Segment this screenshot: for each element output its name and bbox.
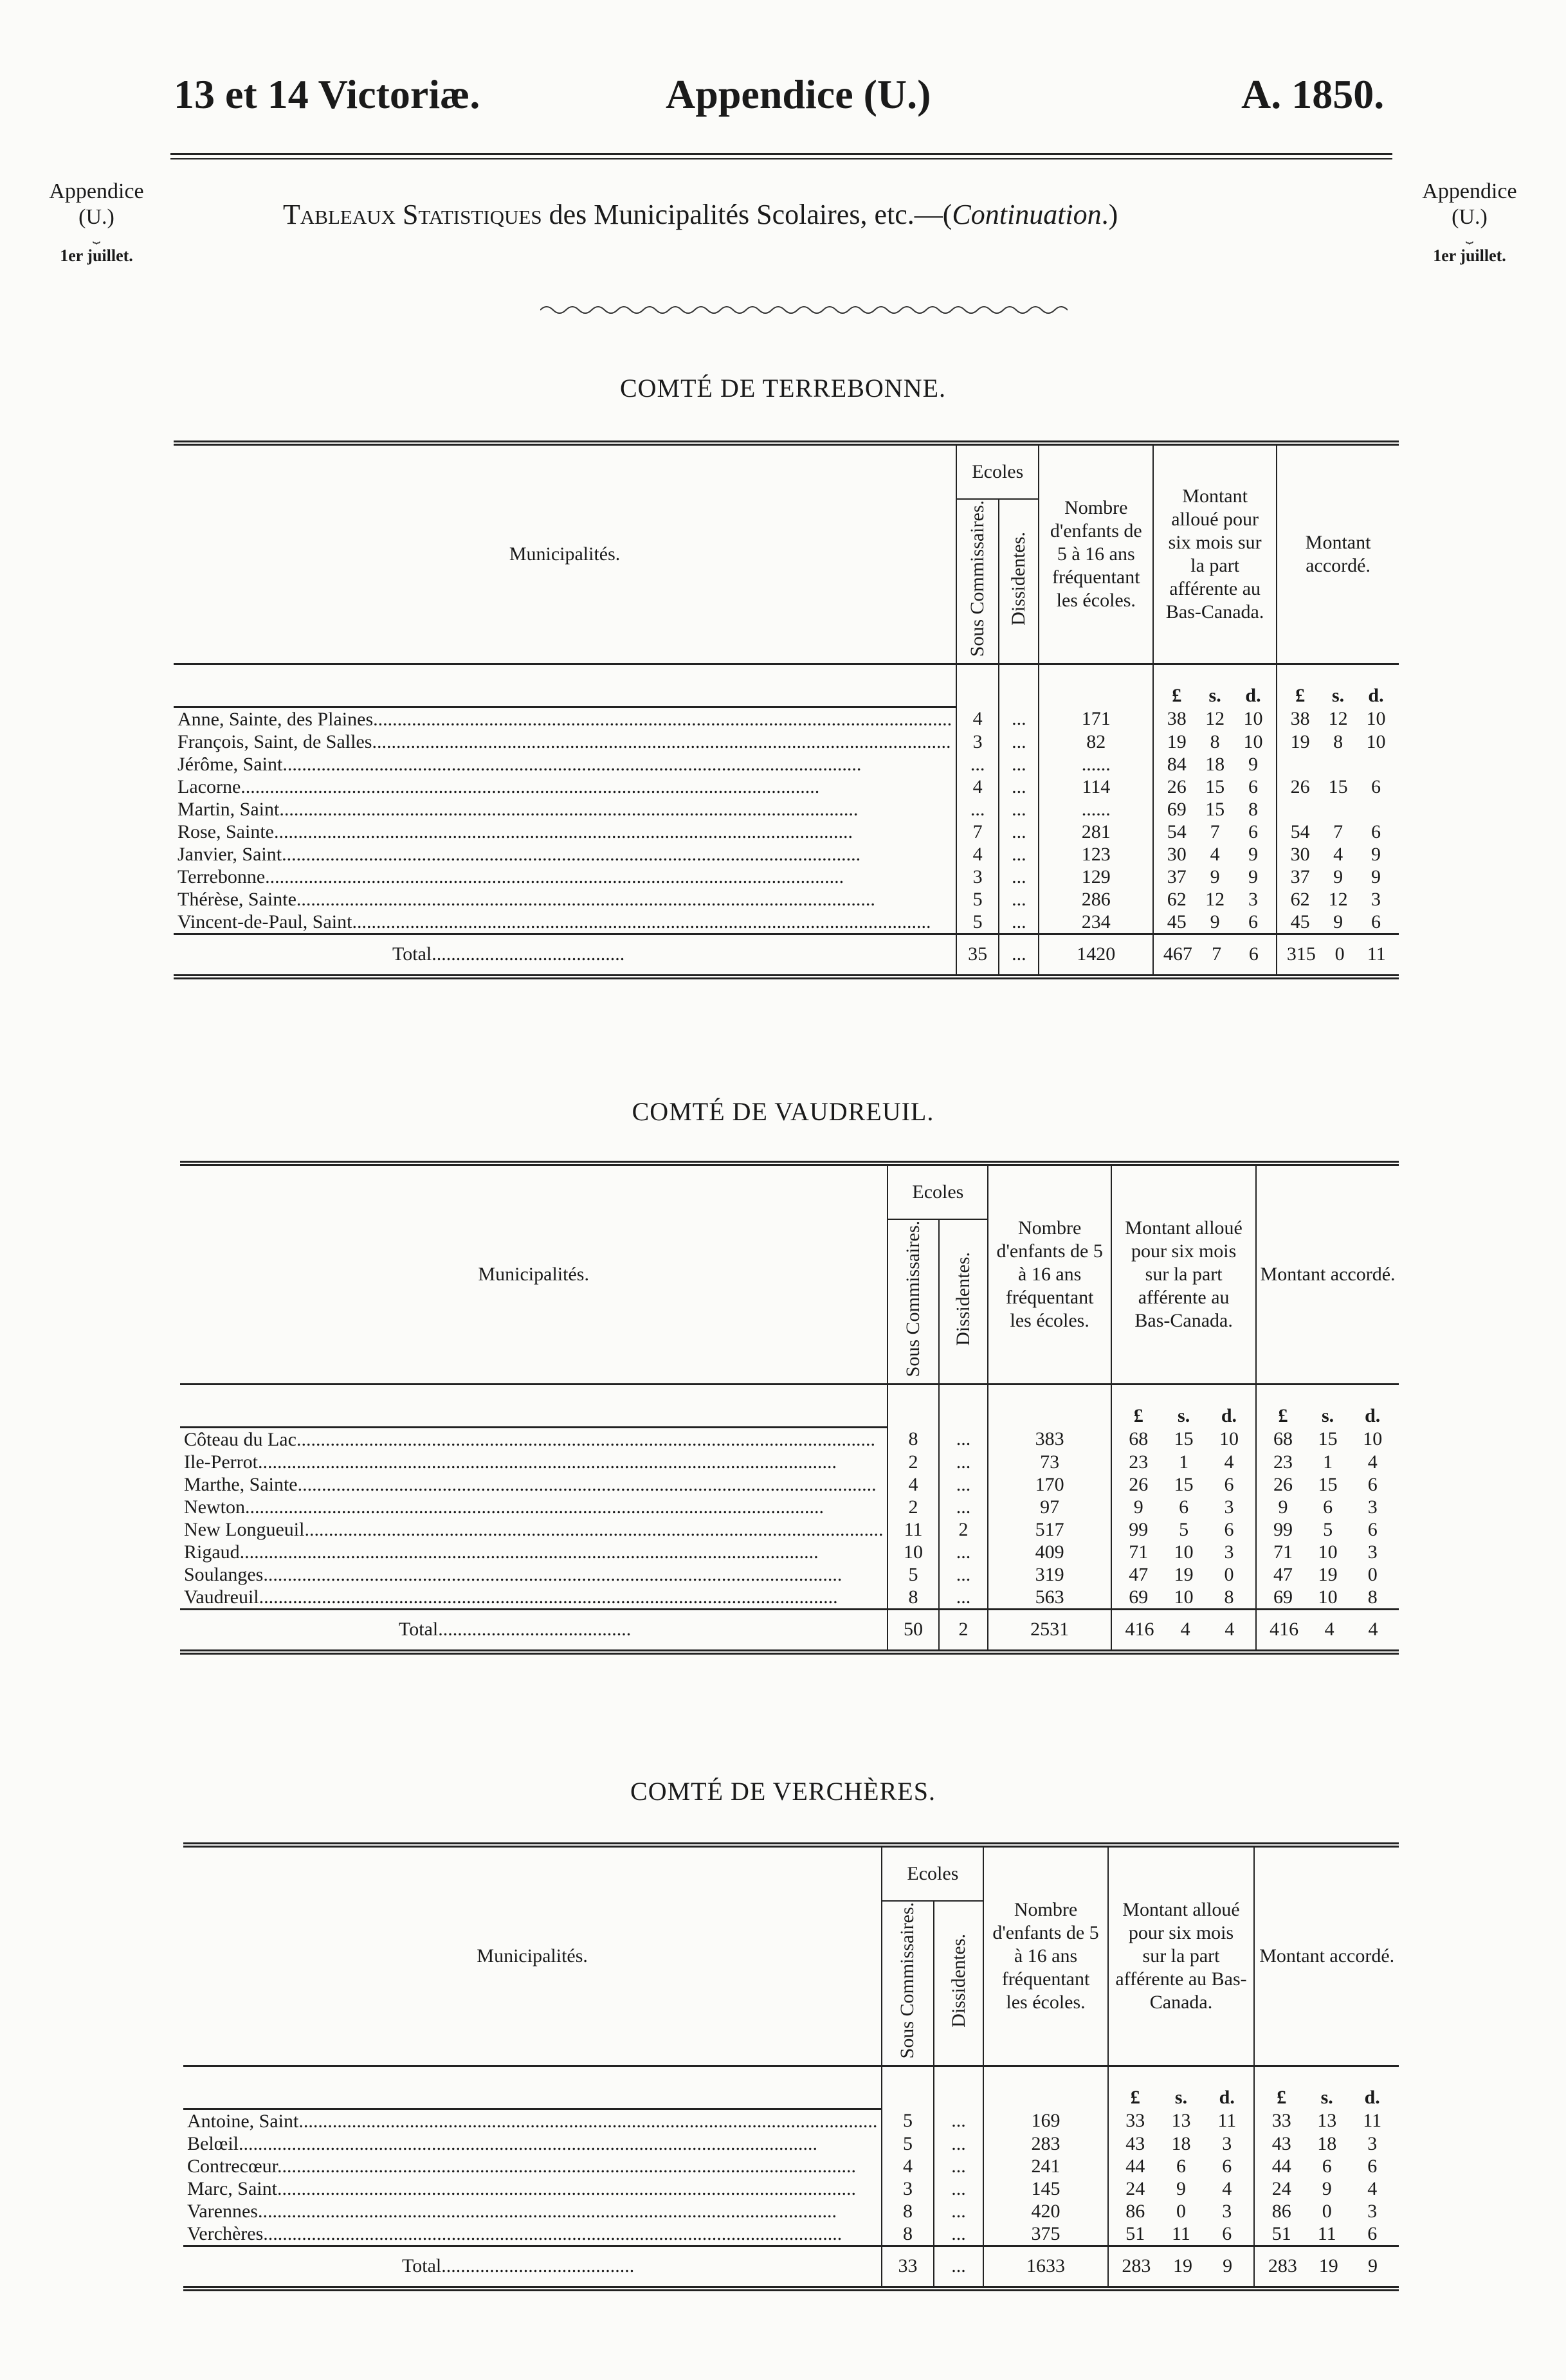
- unit-row-alloue: [1111, 1385, 1256, 1428]
- dissidentes-value: ...: [939, 1496, 988, 1518]
- table-row: [174, 731, 1399, 753]
- table-row: [174, 707, 1399, 731]
- table-row: [174, 821, 1399, 843]
- table-row: [174, 888, 1399, 911]
- municipality-name: Anne, Sainte, des Plaines........................................................................................................................: [178, 708, 952, 730]
- margin-appendix: Appendice: [1422, 179, 1517, 203]
- county-title-terrebonne: COMTÉ DE TERREBONNE.: [619, 374, 947, 403]
- sous-commissaires-value: 5: [956, 911, 999, 934]
- montant-alloue-value: 84 18 9: [1153, 753, 1277, 776]
- dissidentes-value: ...: [939, 1473, 988, 1496]
- municipality-name: Soulanges........................................................................................................................: [184, 1563, 842, 1585]
- sous-commissaires-value: 4: [888, 1473, 938, 1496]
- municipality-name: Newton........................................................................................................................: [184, 1496, 824, 1518]
- col-header-municipalites: Municipalités.: [180, 1163, 888, 1385]
- col-header-montant-alloue: Montant alloué pour six mois sur la part afférente au Bas-Canada.: [1108, 1845, 1255, 2066]
- montant-accorde-value: [1277, 798, 1399, 821]
- montant-alloue-value: 37 9 9: [1153, 866, 1277, 888]
- sous-commissaires-value: ...: [956, 753, 999, 776]
- pence-label: d.: [1219, 2087, 1235, 2109]
- col-header-montant-accorde: Montant accordé.: [1256, 1163, 1399, 1385]
- table-row: [174, 798, 1399, 821]
- total-montant-alloue: 467 7 6: [1153, 934, 1277, 977]
- montant-alloue-value: 43 18 3: [1108, 2132, 1255, 2155]
- enfants-value: 375: [983, 2222, 1107, 2246]
- montant-accorde-value: 69 10 8: [1256, 1586, 1399, 1610]
- margin-date: 1er juillet.: [1433, 246, 1506, 265]
- dissidentes-value: ...: [939, 1586, 988, 1610]
- table-row: [183, 2109, 1399, 2132]
- montant-alloue-value: 26 15 6: [1111, 1473, 1256, 1496]
- table-row: [174, 753, 1399, 776]
- margin-date: 1er juillet.: [60, 246, 133, 265]
- pound-label: £: [1172, 685, 1182, 707]
- table-row: [183, 2222, 1399, 2246]
- sous-commissaires-value: 4: [956, 776, 999, 798]
- col-header-ecoles: Ecoles: [956, 443, 1039, 499]
- pence-label: d.: [1365, 1405, 1381, 1427]
- municipality-name: Lacorne........................................................................................................................: [178, 776, 820, 797]
- total-dissidentes: ...: [999, 934, 1039, 977]
- col-header-dissidentes: Dissidentes.: [934, 1901, 984, 2066]
- shilling-label: s.: [1178, 1405, 1190, 1427]
- montant-alloue-value: 33 13 11: [1108, 2109, 1255, 2132]
- enfants-value: 82: [1039, 731, 1153, 753]
- enfants-value: 383: [988, 1427, 1111, 1451]
- municipality-name: Jérôme, Saint........................................................................................................................: [178, 753, 862, 775]
- sous-commissaires-value: 2: [888, 1496, 938, 1518]
- pound-label: £: [1278, 1405, 1288, 1427]
- enfants-value: 171: [1039, 707, 1153, 731]
- total-montant-alloue: 416 4 4: [1111, 1609, 1256, 1652]
- county-title-vercheres: COMTÉ DE VERCHÈRES.: [630, 1777, 936, 1806]
- enfants-value: 286: [1039, 888, 1153, 911]
- enfants-value: 409: [988, 1541, 1111, 1563]
- sous-commissaires-value: 3: [956, 866, 999, 888]
- montant-alloue-value: 69 15 8: [1153, 798, 1277, 821]
- col-header-nombre: Nombre d'enfants de 5 à 16 ans fréquentant les écoles.: [988, 1163, 1111, 1385]
- enfants-value: 563: [988, 1586, 1111, 1610]
- table-row: [180, 1541, 1399, 1563]
- pence-label: d.: [1245, 685, 1261, 707]
- sous-commissaires-value: 3: [956, 731, 999, 753]
- enfants-value: 129: [1039, 866, 1153, 888]
- header-session: 13 et 14 Victoriæ.: [174, 71, 480, 117]
- montant-alloue-value: 45 9 6: [1153, 911, 1277, 934]
- total-label: Total........................................: [174, 934, 956, 977]
- enfants-value: 97: [988, 1496, 1111, 1518]
- title-continuation: Continuation: [952, 199, 1102, 230]
- municipality-name: Vincent-de-Paul, Saint........................................................................................................................: [178, 911, 931, 932]
- unit-row-alloue: [1108, 2066, 1255, 2109]
- title-lead: Tableaux Statistiques: [283, 199, 542, 230]
- montant-accorde-value: 51 11 6: [1254, 2222, 1399, 2246]
- enfants-value: 283: [983, 2132, 1107, 2155]
- ornament-wavy-rule: [540, 302, 1068, 318]
- montant-accorde-value: 44 6 6: [1254, 2155, 1399, 2177]
- total-row: [183, 2246, 1399, 2289]
- sous-commissaires-value: 8: [882, 2200, 933, 2222]
- pence-label: d.: [1221, 1405, 1237, 1427]
- table-row: [174, 776, 1399, 798]
- unit-row-accorde: [1256, 1385, 1399, 1428]
- col-header-dissidentes: Dissidentes.: [999, 499, 1039, 664]
- margin-letter: (U.): [1452, 205, 1488, 229]
- dissidentes-value: ...: [999, 888, 1039, 911]
- montant-alloue-value: 54 7 6: [1153, 821, 1277, 843]
- montant-alloue-value: 30 4 9: [1153, 843, 1277, 866]
- col-header-municipalites: Municipalités.: [174, 443, 956, 664]
- montant-alloue-value: 47 19 0: [1111, 1563, 1256, 1586]
- montant-accorde-value: 26 15 6: [1277, 776, 1399, 798]
- enfants-value: 319: [988, 1563, 1111, 1586]
- municipality-name: Contrecœur........................................................................................................................: [187, 2155, 856, 2177]
- col-header-montant-alloue: Montant alloué pour six mois sur la part afférente au Bas-Canada.: [1153, 443, 1277, 664]
- enfants-value: 114: [1039, 776, 1153, 798]
- enfants-value: 420: [983, 2200, 1107, 2222]
- montant-accorde-value: 68 15 10: [1256, 1427, 1399, 1451]
- title-close: .): [1101, 199, 1118, 230]
- pence-label: d.: [1364, 2087, 1380, 2109]
- montant-alloue-value: 23 1 4: [1111, 1451, 1256, 1473]
- total-enfants: 2531: [988, 1609, 1111, 1652]
- dissidentes-value: ...: [939, 1427, 988, 1451]
- shilling-label: s.: [1332, 685, 1345, 707]
- montant-accorde-value: 54 7 6: [1277, 821, 1399, 843]
- sous-commissaires-value: 2: [888, 1451, 938, 1473]
- enfants-value: 517: [988, 1518, 1111, 1541]
- dissidentes-value: ...: [999, 731, 1039, 753]
- page-title: [283, 198, 1118, 231]
- dissidentes-value: ...: [939, 1541, 988, 1563]
- dissidentes-value: ...: [999, 798, 1039, 821]
- municipality-name: François, Saint, de Salles........................................................................................................................: [178, 731, 951, 752]
- total-dissidentes: ...: [934, 2246, 984, 2289]
- municipality-name: Rigaud........................................................................................................................: [184, 1541, 819, 1563]
- total-dissidentes: 2: [939, 1609, 988, 1652]
- total-row: [180, 1609, 1399, 1652]
- col-header-sous-commissaires: Sous Commissaires.: [956, 499, 999, 664]
- montant-accorde-value: 30 4 9: [1277, 843, 1399, 866]
- total-montant-alloue: 283 19 9: [1108, 2246, 1255, 2289]
- montant-accorde-value: [1277, 753, 1399, 776]
- pound-label: £: [1277, 2087, 1287, 2109]
- municipality-name: Terrebonne........................................................................................................................: [178, 866, 844, 887]
- total-montant-accorde: 315 0 11: [1277, 934, 1399, 977]
- sous-commissaires-value: 8: [888, 1586, 938, 1610]
- montant-accorde-value: 24 9 4: [1254, 2177, 1399, 2200]
- sous-commissaires-value: 8: [882, 2222, 933, 2246]
- table-row: [174, 866, 1399, 888]
- enfants-value: ......: [1039, 798, 1153, 821]
- municipality-name: Ile-Perrot........................................................................................................................: [184, 1451, 837, 1473]
- shilling-label: s.: [1174, 2087, 1188, 2109]
- dissidentes-value: ...: [934, 2109, 984, 2132]
- montant-alloue-value: 86 0 3: [1108, 2200, 1255, 2222]
- enfants-value: 169: [983, 2109, 1107, 2132]
- dissidentes-value: ...: [999, 911, 1039, 934]
- total-montant-accorde: 283 19 9: [1254, 2246, 1399, 2289]
- col-header-nombre: Nombre d'enfants de 5 à 16 ans fréquentant les écoles.: [1039, 443, 1153, 664]
- table-row: [180, 1586, 1399, 1610]
- total-montant-accorde: 416 4 4: [1256, 1609, 1399, 1652]
- total-sous-commissaires: 33: [882, 2246, 933, 2289]
- montant-accorde-value: 71 10 3: [1256, 1541, 1399, 1563]
- sous-commissaires-value: 4: [956, 843, 999, 866]
- table-row: [174, 911, 1399, 934]
- unit-row-accorde: [1254, 2066, 1399, 2109]
- sous-commissaires-value: 11: [888, 1518, 938, 1541]
- shilling-label: s.: [1320, 2087, 1333, 2109]
- montant-accorde-value: 33 13 11: [1254, 2109, 1399, 2132]
- col-header-sous-commissaires: Sous Commissaires.: [888, 1219, 938, 1385]
- dissidentes-value: ...: [934, 2155, 984, 2177]
- dissidentes-value: ...: [999, 707, 1039, 731]
- table-row: [174, 843, 1399, 866]
- table-row: [180, 1496, 1399, 1518]
- municipality-name: Belœil........................................................................................................................: [187, 2132, 817, 2154]
- sous-commissaires-value: 5: [882, 2109, 933, 2132]
- montant-alloue-value: 24 9 4: [1108, 2177, 1255, 2200]
- montant-accorde-value: 19 8 10: [1277, 731, 1399, 753]
- table-vaudreuil: [180, 1161, 1399, 1655]
- total-sous-commissaires: 50: [888, 1609, 938, 1652]
- pound-label: £: [1130, 2087, 1140, 2109]
- dissidentes-value: ...: [939, 1563, 988, 1586]
- municipality-name: Côteau du Lac........................................................................................................................: [184, 1428, 875, 1450]
- pound-label: £: [1295, 685, 1306, 707]
- municipality-name: Thérèse, Sainte........................................................................................................................: [178, 888, 875, 910]
- sous-commissaires-value: 5: [882, 2132, 933, 2155]
- sous-commissaires-value: 8: [888, 1427, 938, 1451]
- montant-alloue-value: 26 15 6: [1153, 776, 1277, 798]
- municipality-name: Antoine, Saint........................................................................................................................: [187, 2110, 878, 2132]
- sous-commissaires-value: 3: [882, 2177, 933, 2200]
- total-sous-commissaires: 35: [956, 934, 999, 977]
- brace-icon: ⏟: [1466, 230, 1473, 244]
- enfants-value: 281: [1039, 821, 1153, 843]
- table-row: [183, 2132, 1399, 2155]
- montant-alloue-value: 51 11 6: [1108, 2222, 1255, 2246]
- sous-commissaires-value: 5: [888, 1563, 938, 1586]
- table-row: [180, 1451, 1399, 1473]
- enfants-value: 234: [1039, 911, 1153, 934]
- montant-alloue-value: 44 6 6: [1108, 2155, 1255, 2177]
- montant-accorde-value: 38 12 10: [1277, 707, 1399, 731]
- dissidentes-value: ...: [999, 821, 1039, 843]
- sous-commissaires-value: 7: [956, 821, 999, 843]
- sous-commissaires-value: 4: [882, 2155, 933, 2177]
- municipality-name: Verchères........................................................................................................................: [187, 2222, 842, 2244]
- pence-label: d.: [1368, 685, 1384, 707]
- total-label: Total........................................: [183, 2246, 882, 2289]
- enfants-value: 145: [983, 2177, 1107, 2200]
- municipality-name: New Longueuil........................................................................................................................: [184, 1518, 884, 1540]
- header-appendix: Appendice (U.): [666, 71, 931, 117]
- margin-note-left: [32, 179, 161, 269]
- unit-row-alloue: [1153, 664, 1277, 707]
- montant-accorde-value: 99 5 6: [1256, 1518, 1399, 1541]
- montant-accorde-value: 62 12 3: [1277, 888, 1399, 911]
- table-row: [180, 1427, 1399, 1451]
- col-header-dissidentes: Dissidentes.: [939, 1219, 988, 1385]
- montant-alloue-value: 68 15 10: [1111, 1427, 1256, 1451]
- table-row: [183, 2177, 1399, 2200]
- table-row: [180, 1473, 1399, 1496]
- dissidentes-value: 2: [939, 1518, 988, 1541]
- sous-commissaires-value: 5: [956, 888, 999, 911]
- enfants-value: 123: [1039, 843, 1153, 866]
- dissidentes-value: ...: [999, 866, 1039, 888]
- table-row: [180, 1518, 1399, 1541]
- table-row: [180, 1563, 1399, 1586]
- montant-alloue-value: 62 12 3: [1153, 888, 1277, 911]
- montant-alloue-value: 99 5 6: [1111, 1518, 1256, 1541]
- table-row: [183, 2155, 1399, 2177]
- shilling-label: s.: [1208, 685, 1221, 707]
- col-header-montant-accorde: Montant accordé.: [1277, 443, 1399, 664]
- dissidentes-value: ...: [999, 753, 1039, 776]
- dissidentes-value: ...: [999, 843, 1039, 866]
- montant-alloue-value: 69 10 8: [1111, 1586, 1256, 1610]
- dissidentes-value: ...: [934, 2132, 984, 2155]
- montant-accorde-value: 47 19 0: [1256, 1563, 1399, 1586]
- montant-accorde-value: 86 0 3: [1254, 2200, 1399, 2222]
- margin-note-right: [1405, 179, 1534, 269]
- margin-letter: (U.): [78, 205, 114, 229]
- county-title-vaudreuil: COMTÉ DE VAUDREUIL.: [632, 1097, 934, 1126]
- dissidentes-value: ...: [999, 776, 1039, 798]
- montant-accorde-value: 26 15 6: [1256, 1473, 1399, 1496]
- total-enfants: 1633: [983, 2246, 1107, 2289]
- shilling-label: s.: [1321, 1405, 1334, 1427]
- municipality-name: Marc, Saint........................................................................................................................: [187, 2177, 856, 2199]
- enfants-value: ......: [1039, 753, 1153, 776]
- unit-row-accorde: [1277, 664, 1399, 707]
- table-row: [183, 2200, 1399, 2222]
- montant-alloue-value: 38 12 10: [1153, 707, 1277, 731]
- total-label: Total........................................: [180, 1609, 888, 1652]
- col-header-ecoles: Ecoles: [882, 1845, 983, 1901]
- sous-commissaires-value: ...: [956, 798, 999, 821]
- col-header-sous-commissaires: Sous Commissaires.: [882, 1901, 933, 2066]
- brace-icon: ⏟: [93, 230, 100, 244]
- header-year: A. 1850.: [1241, 71, 1385, 117]
- montant-accorde-value: 43 18 3: [1254, 2132, 1399, 2155]
- montant-alloue-value: 9 6 3: [1111, 1496, 1256, 1518]
- col-header-montant-accorde: Montant accordé.: [1254, 1845, 1399, 2066]
- municipality-name: Rose, Sainte........................................................................................................................: [178, 821, 853, 842]
- enfants-value: 170: [988, 1473, 1111, 1496]
- dissidentes-value: ...: [934, 2177, 984, 2200]
- col-header-montant-alloue: Montant alloué pour six mois sur la part afférente au Bas-Canada.: [1111, 1163, 1256, 1385]
- enfants-value: 73: [988, 1451, 1111, 1473]
- header-rule-thin: [170, 158, 1392, 159]
- pound-label: £: [1133, 1405, 1143, 1427]
- table-vercheres: [183, 1842, 1399, 2291]
- municipality-name: Varennes........................................................................................................................: [187, 2200, 837, 2222]
- enfants-value: 241: [983, 2155, 1107, 2177]
- montant-accorde-value: 9 6 3: [1256, 1496, 1399, 1518]
- municipality-name: Martin, Saint........................................................................................................................: [178, 798, 859, 820]
- montant-accorde-value: 23 1 4: [1256, 1451, 1399, 1473]
- municipality-name: Vaudreuil........................................................................................................................: [184, 1586, 838, 1608]
- title-rest: des Municipalités Scolaires, etc.—(: [542, 199, 952, 230]
- montant-alloue-value: 19 8 10: [1153, 731, 1277, 753]
- dissidentes-value: ...: [934, 2222, 984, 2246]
- total-row: [174, 934, 1399, 977]
- montant-accorde-value: 37 9 9: [1277, 866, 1399, 888]
- sous-commissaires-value: 4: [956, 707, 999, 731]
- margin-appendix: Appendice: [49, 179, 144, 203]
- municipality-name: Janvier, Saint........................................................................................................................: [178, 843, 861, 865]
- dissidentes-value: ...: [939, 1451, 988, 1473]
- col-header-nombre: Nombre d'enfants de 5 à 16 ans fréquentant les écoles.: [983, 1845, 1107, 2066]
- header-rule: [170, 153, 1392, 155]
- montant-alloue-value: 71 10 3: [1111, 1541, 1256, 1563]
- montant-accorde-value: 45 9 6: [1277, 911, 1399, 934]
- table-terrebonne: [174, 441, 1399, 979]
- col-header-ecoles: Ecoles: [888, 1163, 988, 1219]
- municipality-name: Marthe, Sainte........................................................................................................................: [184, 1473, 877, 1495]
- dissidentes-value: ...: [934, 2200, 984, 2222]
- sous-commissaires-value: 10: [888, 1541, 938, 1563]
- col-header-municipalites: Municipalités.: [183, 1845, 882, 2066]
- total-enfants: 1420: [1039, 934, 1153, 977]
